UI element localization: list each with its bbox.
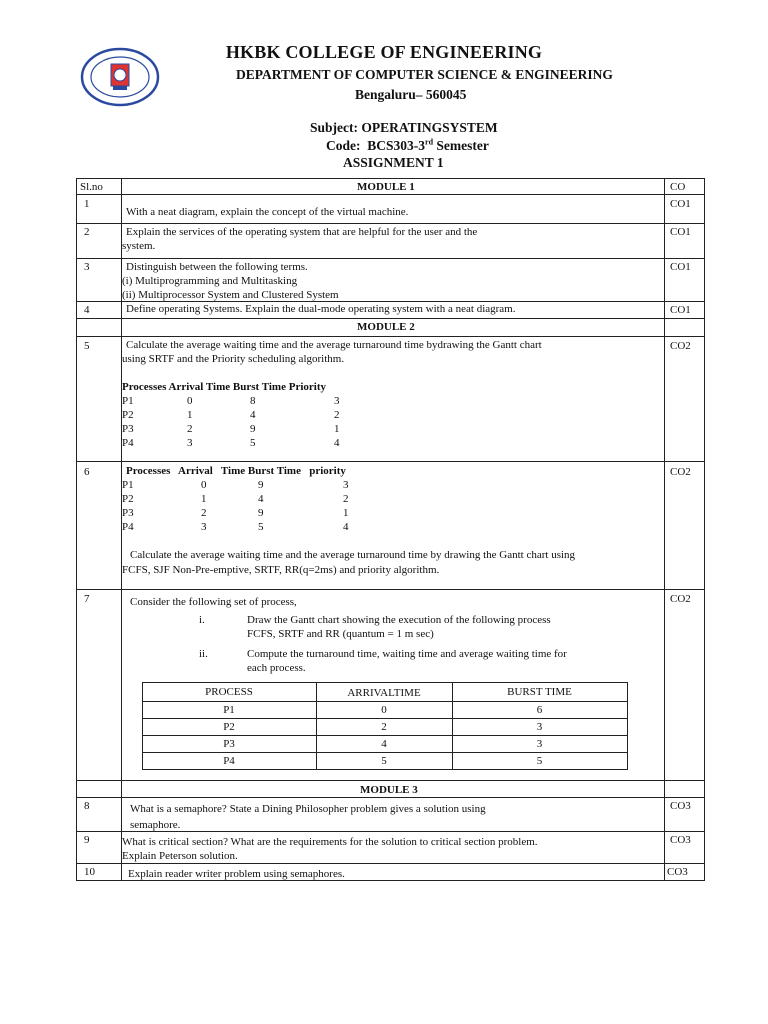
q4-text: Define operating Systems. Explain the dual-mode operating system with a neat diagram.: [126, 303, 516, 315]
q6-r1-burst: 9: [258, 479, 264, 491]
q5-r3-priority: 1: [334, 423, 340, 435]
q2-number: 2: [84, 226, 90, 238]
q6-r2-process: P2: [122, 493, 134, 505]
q6-r4-burst: 5: [258, 521, 264, 533]
subject-value: OPERATINGSYSTEM: [361, 120, 498, 135]
college-name: HKBK COLLEGE OF ENGINEERING: [225, 42, 543, 62]
q6-r4-process: P4: [122, 521, 134, 533]
q9-number: 9: [84, 834, 90, 846]
q7-r1-burst: 6: [536, 704, 543, 716]
code-value: BCS303-3: [367, 138, 426, 153]
q5-r4-priority: 4: [334, 437, 340, 449]
q5-r2-arrival: 1: [187, 409, 193, 421]
q3-number: 3: [84, 261, 90, 273]
q7-th-process: PROCESS: [205, 686, 253, 698]
code-sup: rd: [425, 137, 434, 147]
q6-r4-priority: 4: [343, 521, 349, 533]
q5-r3-process: P3: [122, 423, 134, 435]
q10-co: CO3: [667, 866, 688, 878]
q5-r3-burst: 9: [250, 423, 256, 435]
q2-line1: Explain the services of the operating system that are helpful for the user and the: [126, 226, 478, 238]
q7-i-line1: Draw the Gantt chart showing the execution of the following process: [247, 614, 551, 626]
q7-r1-arrival: 0: [381, 704, 387, 716]
q10-number: 10: [84, 866, 95, 878]
q7-intro: Consider the following set of process,: [130, 596, 297, 608]
q5-r2-burst: 4: [250, 409, 256, 421]
q7-r1-process: P1: [223, 704, 235, 716]
q5-number: 5: [84, 340, 90, 352]
q6-number: 6: [84, 466, 90, 478]
q7-r3-burst: 3: [536, 738, 543, 750]
q7-r4-process: P4: [223, 755, 235, 767]
q5-r3-arrival: 2: [187, 423, 193, 435]
q3-co: CO1: [670, 261, 691, 273]
q7-r2-process: P2: [223, 721, 235, 733]
code-line: [326, 138, 489, 154]
q3-line3: (ii) Multiprocessor System and Clustered System: [122, 289, 339, 301]
q1-text: With a neat diagram, explain the concept of the virtual machine.: [126, 206, 409, 218]
department-name: DEPARTMENT OF COMPUTER SCIENCE & ENGINEERING: [236, 67, 613, 82]
q10-text: Explain reader writer problem using semaphores.: [128, 868, 345, 880]
q6-r1-priority: 3: [343, 479, 349, 491]
q7-ii-line1: Compute the turnaround time, waiting time and average waiting time for: [247, 648, 567, 660]
q5-table-header: Processes Arrival Time Burst Time Priority: [122, 381, 326, 393]
q6-r3-burst: 9: [258, 507, 264, 519]
col-co-header: CO: [670, 181, 686, 193]
q7-ii-line2: each process.: [247, 662, 306, 674]
q5-line2: using SRTF and the Priority scheduling algorithm.: [122, 353, 345, 365]
q5-r1-process: P1: [122, 395, 134, 407]
q5-r2-process: P2: [122, 409, 134, 421]
q3-line2: (i) Multiprogramming and Multitasking: [122, 275, 298, 287]
q8-number: 8: [84, 800, 90, 812]
module2-heading: MODULE 2: [357, 321, 415, 333]
q2-line2: system.: [122, 240, 156, 252]
q5-r2-priority: 2: [334, 409, 340, 421]
q8-line2: semaphore.: [130, 819, 181, 831]
q7-number: 7: [84, 593, 90, 605]
q6-line2: FCFS, SJF Non-Pre-emptive, SRTF, RR(q=2ms) and priority algorithm.: [122, 564, 440, 576]
q7-ii-marker: ii.: [199, 648, 208, 660]
q6-r3-arrival: 2: [201, 507, 207, 519]
q5-r4-arrival: 3: [187, 437, 193, 449]
q5-r4-burst: 5: [250, 437, 256, 449]
q9-co: CO3: [670, 834, 691, 846]
q9-line2: Explain Peterson solution.: [122, 850, 238, 862]
q6-line1: Calculate the average waiting time and the average turnaround time by drawing the Gantt chart using: [130, 549, 576, 561]
q7-r4-burst: 5: [536, 755, 543, 767]
q5-r1-priority: 3: [334, 395, 340, 407]
code-suffix: Semester: [433, 138, 489, 153]
q9-line1: What is critical section? What are the requirements for the solution to critical section problem.: [122, 836, 538, 848]
q7-r4-arrival: 5: [381, 755, 387, 767]
q5-co: CO2: [670, 340, 691, 352]
q6-r4-arrival: 3: [201, 521, 207, 533]
q6-table-header: Processes Arrival Time Burst Time priority: [126, 465, 346, 477]
subject-label: Subject:: [310, 120, 358, 135]
q5-r4-process: P4: [122, 437, 134, 449]
q1-co: CO1: [670, 198, 691, 210]
q6-r2-burst: 4: [258, 493, 264, 505]
q6-r2-priority: 2: [343, 493, 349, 505]
q7-r2-burst: 3: [536, 721, 543, 733]
module1-heading: MODULE 1: [357, 181, 415, 193]
q7-r3-arrival: 4: [381, 738, 387, 750]
q5-line1: Calculate the average waiting time and the average turnaround time bydrawing the Gantt chart: [126, 339, 542, 351]
col-slno-header: Sl.no: [80, 181, 103, 193]
subject-line: [310, 120, 498, 136]
q7-i-line2: FCFS, SRTF and RR (quantum = 1 m sec): [247, 628, 434, 640]
q7-r3-process: P3: [223, 738, 235, 750]
city-pin: Bengaluru– 560045: [355, 87, 467, 102]
q8-co: CO3: [670, 800, 691, 812]
assignment-title: ASSIGNMENT 1: [343, 155, 444, 170]
q7-th-burst: BURST TIME: [507, 686, 572, 698]
q6-r3-process: P3: [122, 507, 134, 519]
q6-co: CO2: [670, 466, 691, 478]
q4-co: CO1: [670, 304, 691, 316]
module3-heading: MODULE 3: [360, 784, 418, 796]
q5-r1-burst: 8: [250, 395, 256, 407]
q1-number: 1: [84, 198, 90, 210]
q6-r1-process: P1: [122, 479, 134, 491]
q8-line1: What is a semaphore? State a Dining Philosopher problem gives a solution using: [130, 803, 486, 815]
q4-number: 4: [84, 304, 90, 316]
code-label: Code:: [326, 138, 361, 153]
q5-r1-arrival: 0: [187, 395, 193, 407]
q7-th-arrival: ARRIVALTIME: [347, 687, 421, 699]
q6-r3-priority: 1: [343, 507, 349, 519]
q3-line1: Distinguish between the following terms.: [126, 261, 308, 273]
q7-i-marker: i.: [199, 614, 205, 626]
q6-r2-arrival: 1: [201, 493, 207, 505]
q2-co: CO1: [670, 226, 691, 238]
q7-co: CO2: [670, 593, 691, 605]
q7-r2-arrival: 2: [381, 721, 387, 733]
q6-r1-arrival: 0: [201, 479, 207, 491]
